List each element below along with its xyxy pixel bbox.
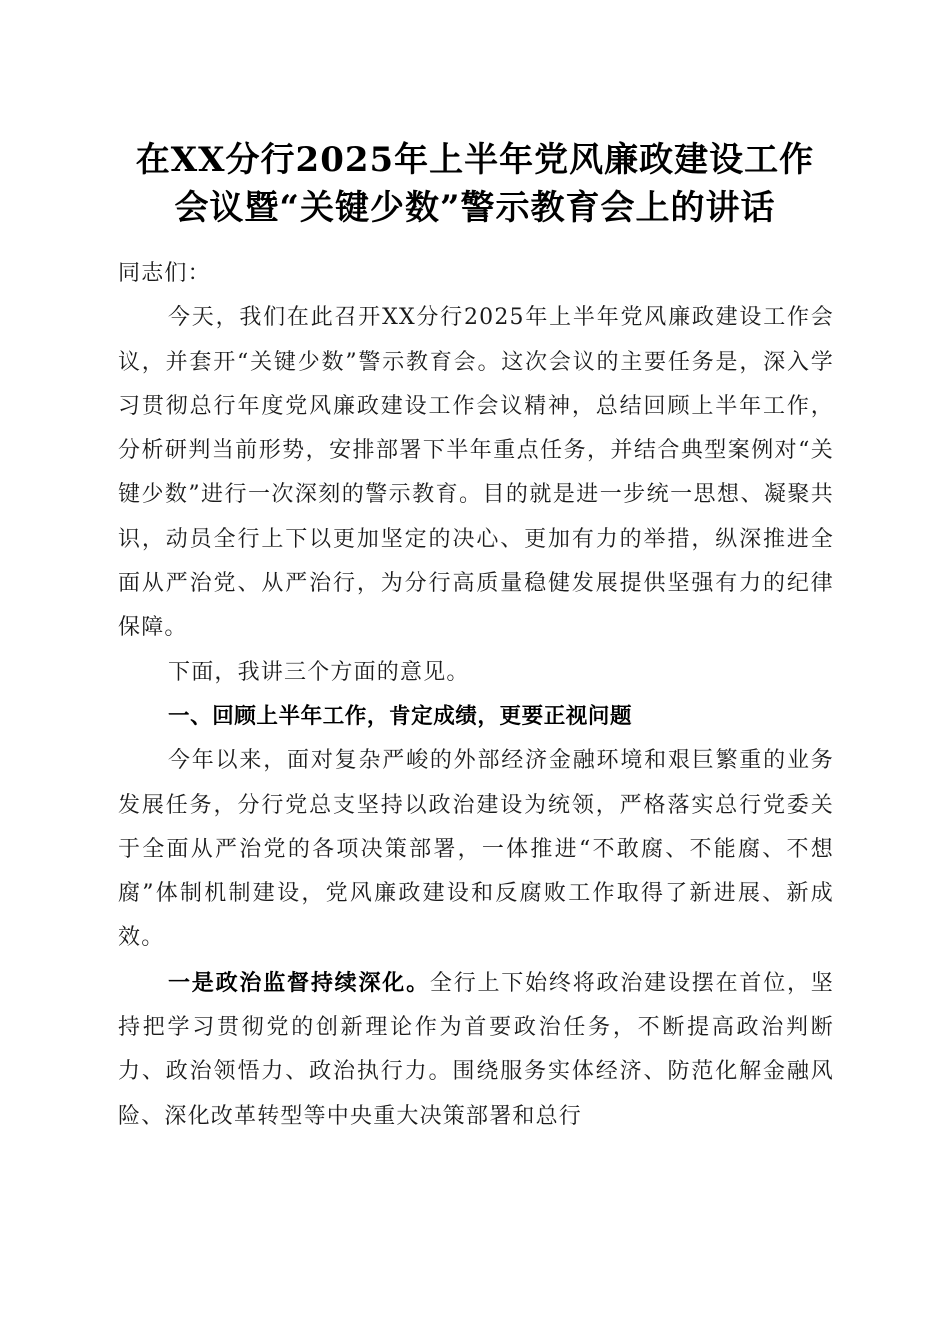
point-1-lead: 一是政治监督持续深化。 — [168, 969, 430, 996]
point-1-text: 全行上下始终将政治建设摆在首位，坚持把学习贯彻党的创新理论作为首要政治任务，不断提高政治判断力、政治领悟力、政治执行力。围绕服务实体经济、防范化解金融风险、深化改革转型等中央重大决策部署和总行 — [118, 970, 835, 1129]
title-line-1: 在XX分行2025年上半年党风廉政建设工作 — [135, 140, 815, 180]
document-body — [118, 252, 834, 1139]
transition-paragraph: 下面，我讲三个方面的意见。 — [168, 659, 470, 685]
section-1-heading: 一、回顾上半年工作，肯定成绩，更要正视问题 — [168, 703, 633, 729]
section-1-paragraph: 今年以来，面对复杂严峻的外部经济金融环境和艰巨繁重的业务发展任务，分行党总支坚持以政治建设为统领，严格落实总行党委关于全面从严治党的各项决策部署，一体推进“不敢腐、不能腐、不想腐”体制机制建设，党风廉政建设和反腐败工作取得了新进展、新成效。 — [118, 748, 834, 951]
intro-paragraph: 今天，我们在此召开XX分行2025年上半年党风廉政建设工作会议，并套开“关键少数”警示教育会。这次会议的主要任务是，深入学习贯彻总行年度党风廉政建设工作会议精神，总结回顾上半年工作，分析研判当前形势，安排部署下半年重点任务，并结合典型案例对“关键少数”进行一次深刻的警示教育。目的就是进一步统一思想、凝聚共识，动员全行上下以更加坚定的决心、更加有力的举措，纵深推进全面从严治党、从严治行，为分行高质量稳健发展提供坚强有力的纪律保障。 — [118, 305, 834, 641]
document-title — [100, 136, 850, 232]
salutation: 同志们： — [118, 261, 211, 286]
point-1-paragraph — [118, 961, 834, 1139]
title-line-2: 会议暨“关键少数”警示教育会上的讲话 — [174, 188, 776, 228]
